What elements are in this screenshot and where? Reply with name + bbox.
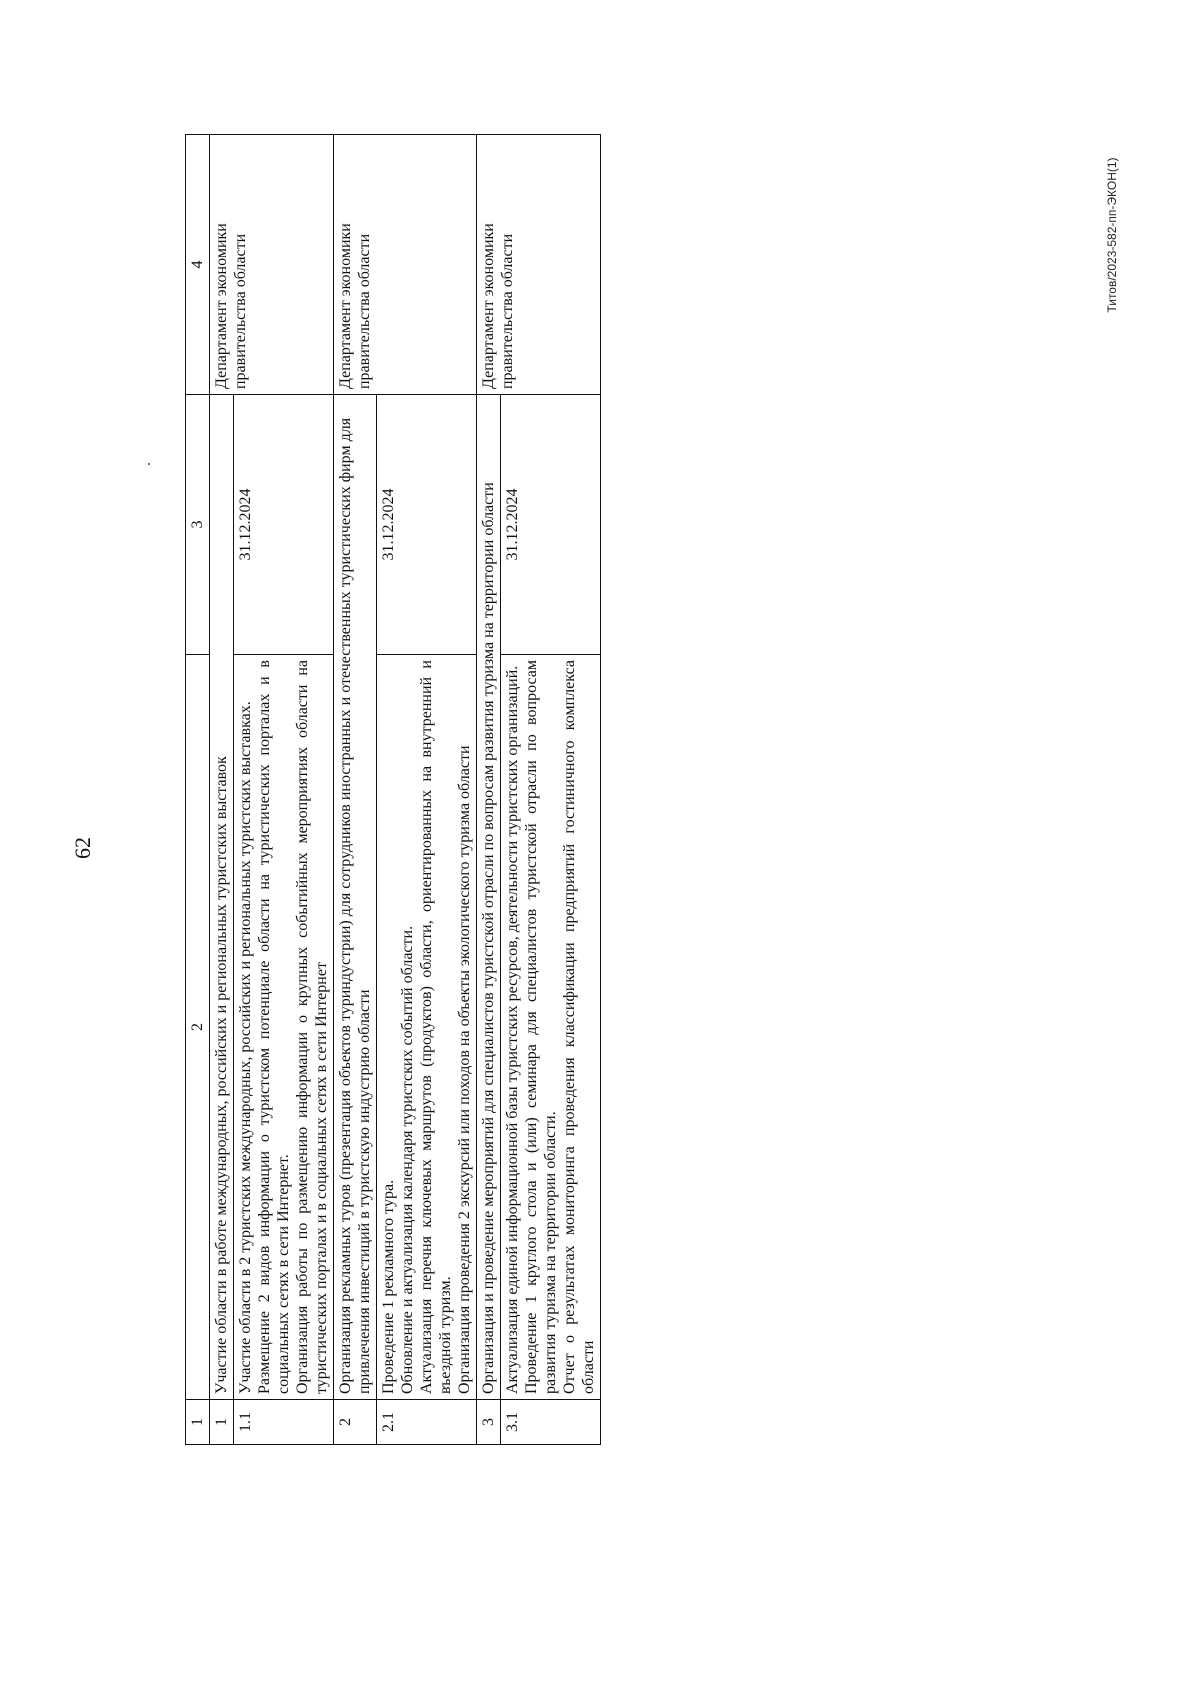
header-cell-1: 1 [186, 1400, 210, 1445]
task-deadline: 31.12.2024 [377, 395, 477, 655]
task-description [501, 655, 601, 1400]
scan-speck [148, 463, 150, 465]
section-number: 3 [477, 1400, 501, 1445]
rotated-table-container [185, 135, 810, 1445]
task-line: Отчет о результатах мониторинга проведения классификации предприятий гостиничного комплекса области [561, 660, 597, 1394]
header-cell-2: 2 [186, 655, 210, 1400]
section-title: Участие области в работе международных, российских и региональных туристских выставок [210, 395, 234, 1400]
responsible-department: Департамент экономики правительства области [334, 135, 477, 395]
task-line: Актуализация перечня ключевых маршрутов (продуктов) области, ориентированных на внутренний и въездной туризм. [418, 660, 454, 1394]
header-cell-4: 4 [186, 135, 210, 395]
task-description [234, 655, 334, 1400]
task-line: Обновление и актуализация календаря туристских событий области. [399, 925, 416, 1394]
responsible-department: Департамент экономики правительства области [210, 135, 334, 395]
task-line: Организация работы по размещению информации о крупных событийных мероприятиях области на туристических порталах и в социальных сетях в сети Интернет [294, 660, 330, 1394]
section-row-3 [477, 135, 501, 1445]
document-reference: Титов/2023-582-пп-ЭКОН(1) [1105, 157, 1119, 313]
task-line: Участие области в 2 туристских международных, российских и региональных туристских выставках. [237, 701, 254, 1394]
page-number: 62 [70, 837, 95, 859]
task-number: 3.1 [501, 1400, 601, 1445]
task-line: Организация проведения 2 экскурсий или походов на объекты экологического туризма области [456, 745, 473, 1394]
section-title: Организация рекламных туров (презентация объектов туриндустрии) для сотрудников иностранных и отечественных туристических фирм для привлечения инвестиций в туристскую индустрию области [334, 395, 377, 1400]
task-number: 2.1 [377, 1400, 477, 1445]
task-line: Размещение 2 видов информации о туристском потенциале области на туристических порталах и в социальных сетях в сети Интернет. [256, 660, 292, 1394]
task-line: Проведение 1 круглого стола и (или) семинара для специалистов туристской отрасли по вопросам развития туризма на территории области. [523, 660, 559, 1394]
section-number: 2 [334, 1400, 377, 1445]
section-title: Организация и проведение мероприятий для специалистов туристской отрасли по вопросам развития туризма на территории области [477, 395, 501, 1400]
activities-table [185, 134, 601, 1445]
task-deadline: 31.12.2024 [501, 395, 601, 655]
task-number: 1.1 [234, 1400, 334, 1445]
task-line: Проведение 1 рекламного тура. [380, 1179, 397, 1394]
header-row [186, 135, 210, 1445]
header-cell-3: 3 [186, 395, 210, 655]
task-deadline: 31.12.2024 [234, 395, 334, 655]
task-description [377, 655, 477, 1400]
section-row-2 [334, 135, 377, 1445]
responsible-department: Департамент экономики правительства области [477, 135, 601, 395]
task-line: Актуализация единой информационной базы туристских ресурсов, деятельности туристских организаций. [504, 665, 521, 1394]
section-row-1 [210, 135, 234, 1445]
section-number: 1 [210, 1400, 234, 1445]
